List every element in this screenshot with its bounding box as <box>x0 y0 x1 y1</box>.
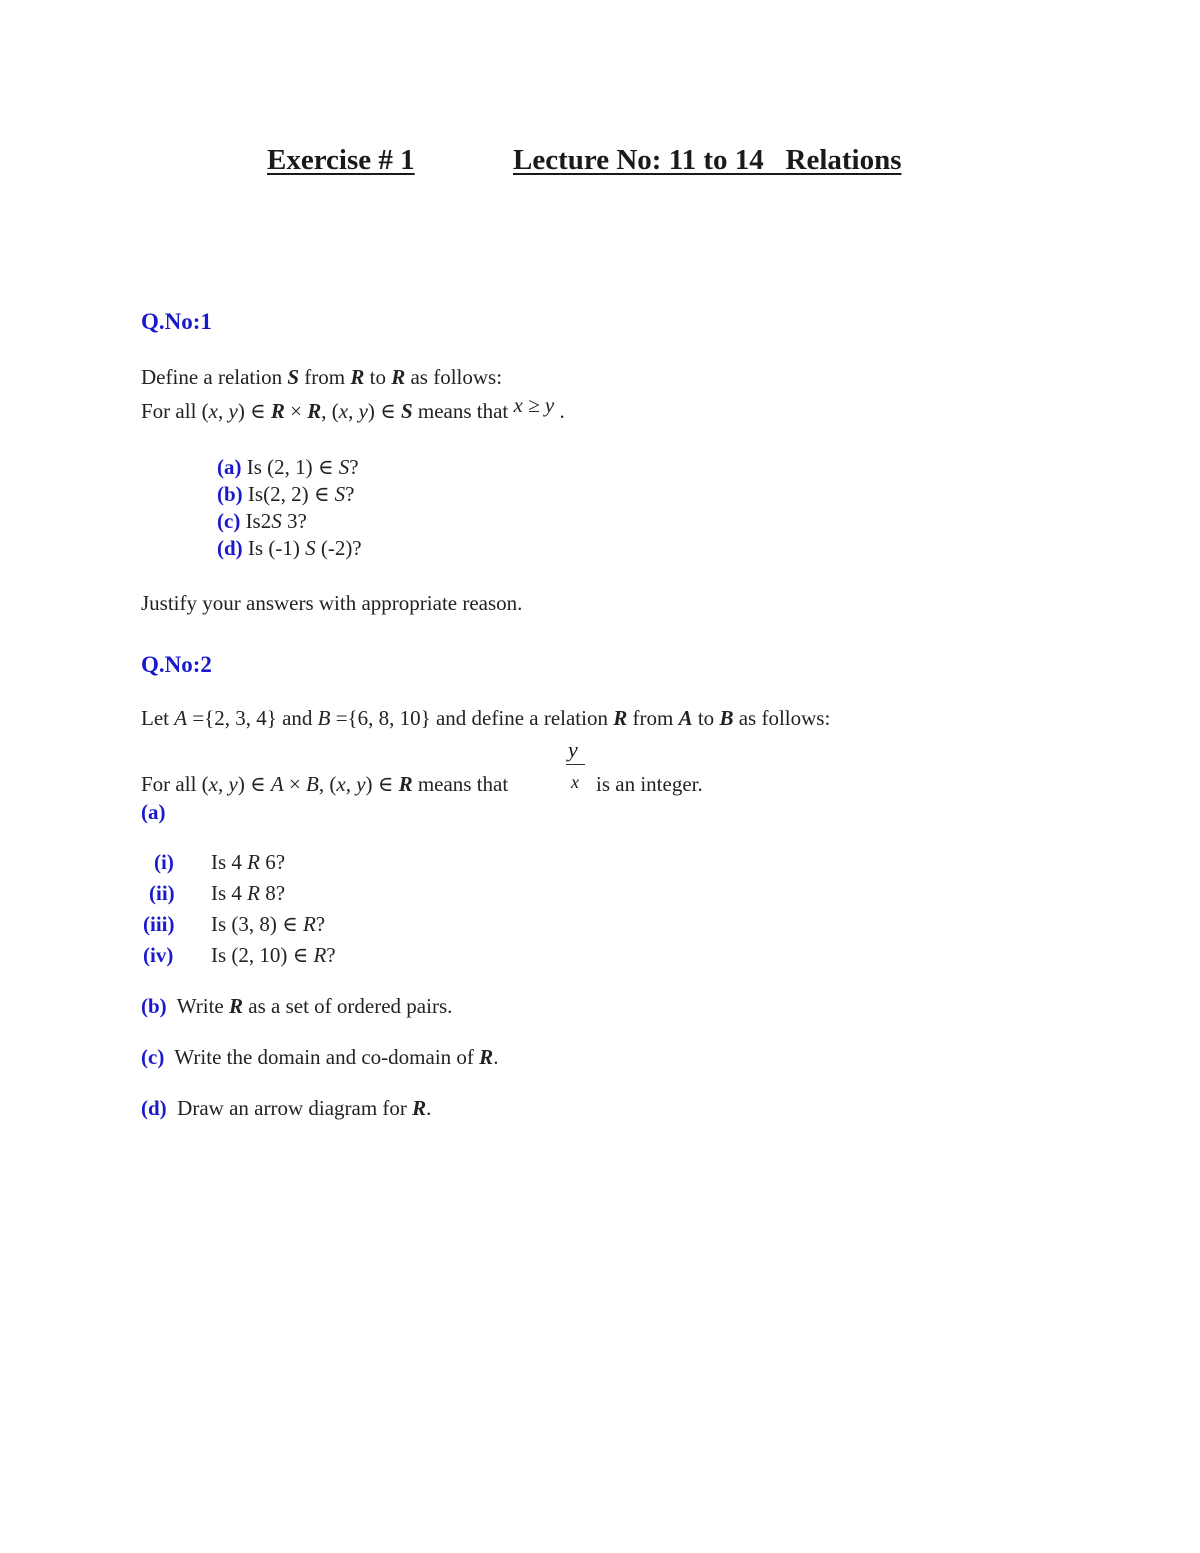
q2-part-d: (d) Draw an arrow diagram for R. <box>141 1096 432 1120</box>
fraction-bar <box>566 764 585 765</box>
q1-definition-line: Define a relation S from R to R as follows: <box>141 365 503 389</box>
q1-items <box>217 454 362 562</box>
q1-item-b: (b) Is(2, 2) ∈ S? <box>217 482 355 506</box>
q2-part-c: (c) Write the domain and co-domain of R. <box>141 1045 499 1069</box>
q2-subitem-i-label: (i) <box>154 850 174 874</box>
q2-condition-tail: is an integer. <box>596 772 703 796</box>
q1-justify: Justify your answers with appropriate reason. <box>141 591 523 615</box>
q1-item-d: (d) Is (-1) S (-2)? <box>217 536 362 560</box>
q1-heading: Q.No:1 <box>141 309 212 334</box>
q2-subitem-iv-label: (iv) <box>143 943 174 967</box>
q1-inequality: x ≥ y <box>513 393 555 417</box>
q2-subitem-ii-label: (ii) <box>149 881 175 905</box>
fraction-denominator: x <box>571 772 579 792</box>
q2-subitem-iv-text: Is (2, 10) ∈ R? <box>211 943 336 967</box>
q1-condition-line: For all (x, y) ∈ R × R, (x, y) ∈ S means that x ≥ y . <box>141 393 565 423</box>
fraction-numerator: y <box>568 737 578 762</box>
q2-subitem-iii-label: (iii) <box>143 912 175 936</box>
lecture-title: Lecture No: 11 to 14 Relations <box>513 144 902 176</box>
q1-item-c: (c) Is2S 3? <box>217 509 307 533</box>
q2-heading: Q.No:2 <box>141 652 212 677</box>
q2-part-b: (b) Write R as a set of ordered pairs. <box>141 994 453 1018</box>
q2-subitem-ii-text: Is 4 R 8? <box>211 881 286 905</box>
q1-item-a: (a) Is (2, 1) ∈ S? <box>217 455 359 479</box>
q2-part-a-label: (a) <box>141 800 166 824</box>
q2-subitem-iii-text: Is (3, 8) ∈ R? <box>211 912 326 936</box>
q2-definition-line: Let A ={2, 3, 4} and B ={6, 8, 10} and define a relation R from A to B as follows: <box>141 706 831 730</box>
exercise-title: Exercise # 1 <box>267 144 415 176</box>
q2-subitem-i-text: Is 4 R 6? <box>211 850 286 874</box>
q2-condition-line: For all (x, y) ∈ A × B, (x, y) ∈ R means that <box>141 772 509 796</box>
